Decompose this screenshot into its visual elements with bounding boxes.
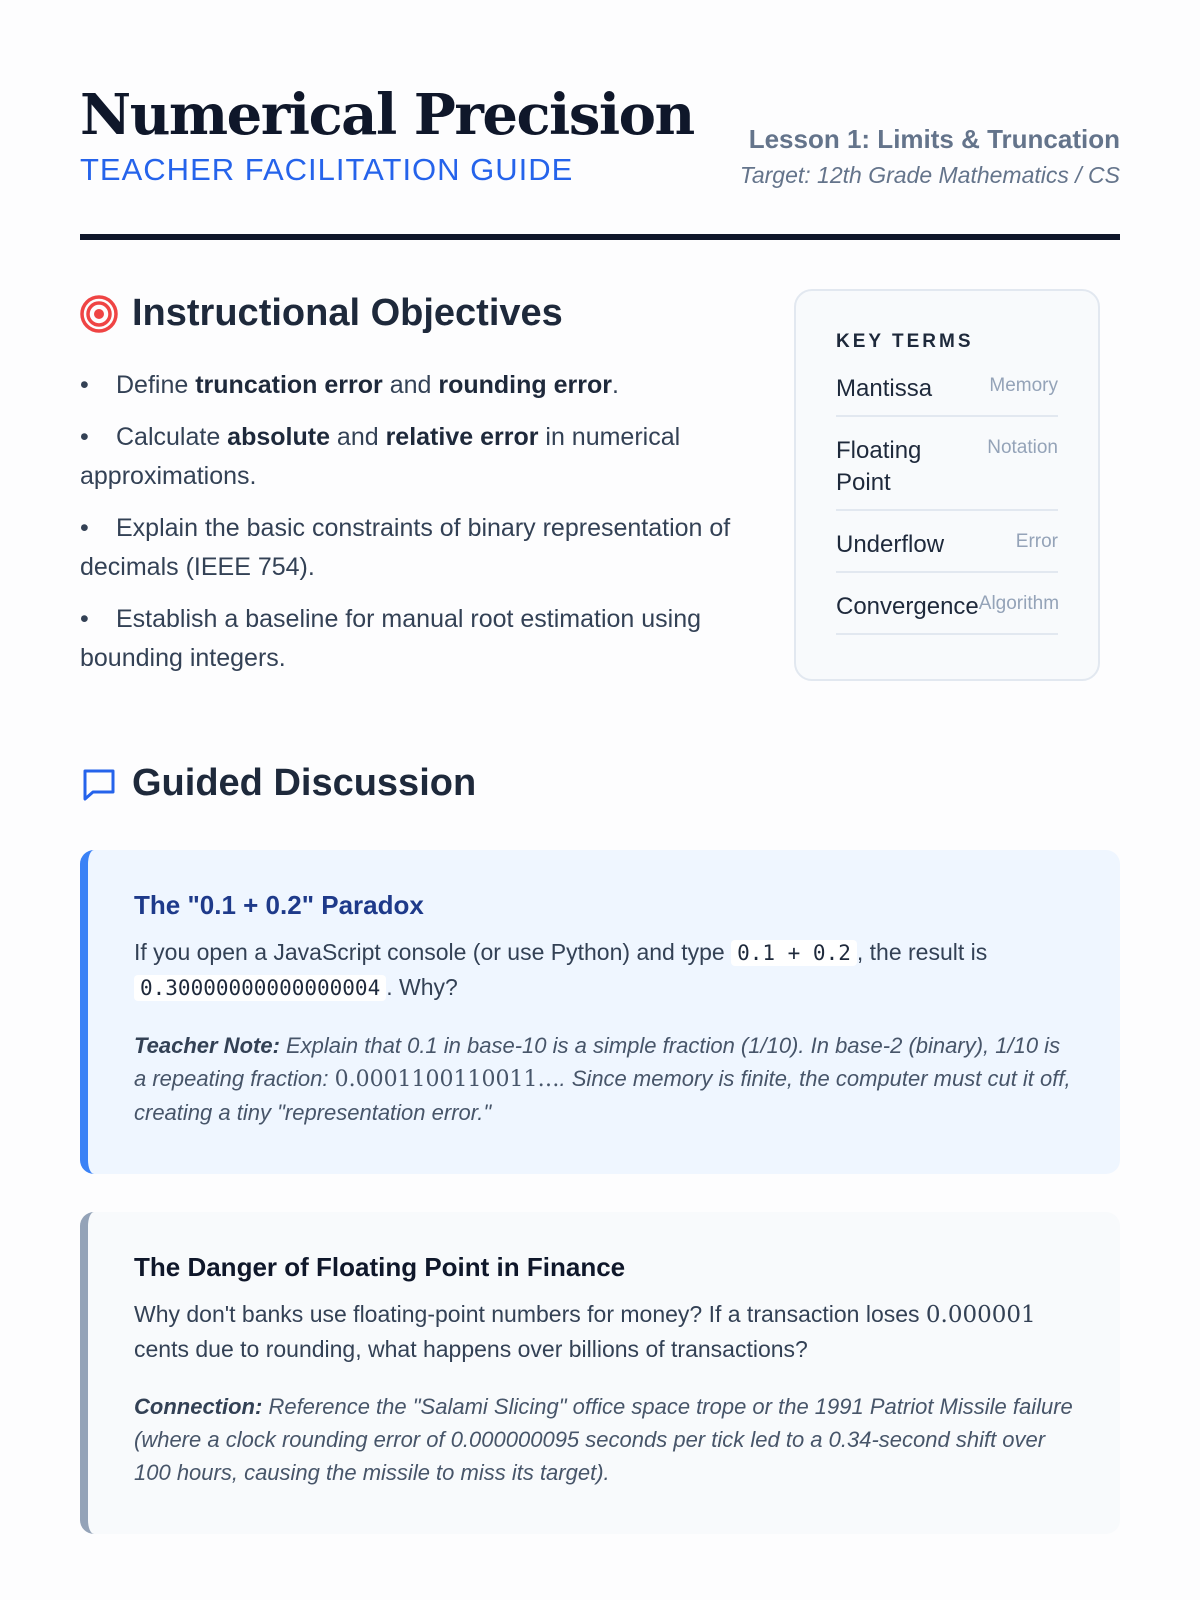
term-tag: Algorithm (978, 593, 1060, 614)
term-tag: Error (1015, 531, 1058, 552)
key-terms-title: KEY TERMS (836, 331, 974, 352)
term-name: Mantissa (836, 375, 933, 402)
page-subtitle: TEACHER FACILITATION GUIDE (80, 152, 574, 187)
term-name: Convergence (836, 593, 979, 620)
card-body: If you open a JavaScript console (or use Python) and type 0.1 + 0.2 , the result is 0.30000000000000004 . Why? (134, 939, 988, 1000)
objectives-heading (80, 292, 563, 335)
discussion-heading-text: Guided Discussion (132, 762, 477, 804)
connection-note: Connection: Reference the "Salami Slicing" office space trope or the 1991 Patriot Missile failure (where a clock rounding error of 0.000000095 seconds per tick led to a 0.34-second shift over 100 hours, causing the missile to miss its target). (134, 1394, 1073, 1485)
header (80, 0, 1120, 245)
list-item: • Explain the basic constraints of binary representation of decimals (IEEE 754). (80, 514, 731, 581)
list-item: • Calculate absolute and relative error in numerical approximations. (80, 423, 681, 490)
teacher-note: Teacher Note: Explain that 0.1 in base-10 is a simple fraction (1/10). In base-2 (binary), 1/10 is a repeating fraction: 0.0001100110011…. Since memory is finite, the computer must cut it off, creating a tiny "representation error." (134, 1033, 1071, 1125)
list-item: • Define truncation error and rounding error. (80, 371, 619, 399)
term-row (836, 433, 1058, 511)
header-divider (80, 234, 1120, 240)
card-title: The Danger of Floating Point in Finance (134, 1252, 626, 1282)
term-row (836, 371, 1058, 417)
key-terms-box (794, 289, 1100, 681)
term-tag: Memory (989, 375, 1058, 396)
discussion-heading (80, 762, 476, 805)
objectives-list (80, 366, 760, 691)
code-snippet: 0.30000000000000004 (134, 975, 386, 1001)
list-item: • Establish a baseline for manual root estimation using bounding integers. (80, 605, 702, 672)
term-tag: Notation (987, 437, 1058, 458)
target-icon (80, 295, 118, 333)
objectives-heading-text: Instructional Objectives (132, 292, 563, 334)
page-title: Numerical Precision (80, 82, 694, 148)
discussion-card-paradox (80, 850, 1120, 1174)
lesson-label: Lesson 1: Limits & Truncation (748, 124, 1120, 154)
term-name: Underflow (836, 531, 945, 558)
discussion-card-finance (80, 1212, 1120, 1534)
code-snippet: 0.1 + 0.2 (731, 940, 857, 966)
card-body: Why don't banks use floating-point numbers for money? If a transaction loses 0.000001 cents due to rounding, what happens over billions of transactions? (134, 1301, 1036, 1362)
document-page (80, 0, 1120, 1485)
card-title: The "0.1 + 0.2" Paradox (134, 890, 424, 920)
target-audience: Target: 12th Grade Mathematics / CS (739, 162, 1120, 188)
chat-bubble-icon (80, 765, 118, 803)
term-name: Floating Point (836, 437, 922, 496)
term-row (836, 589, 1058, 635)
term-row (836, 527, 1058, 573)
